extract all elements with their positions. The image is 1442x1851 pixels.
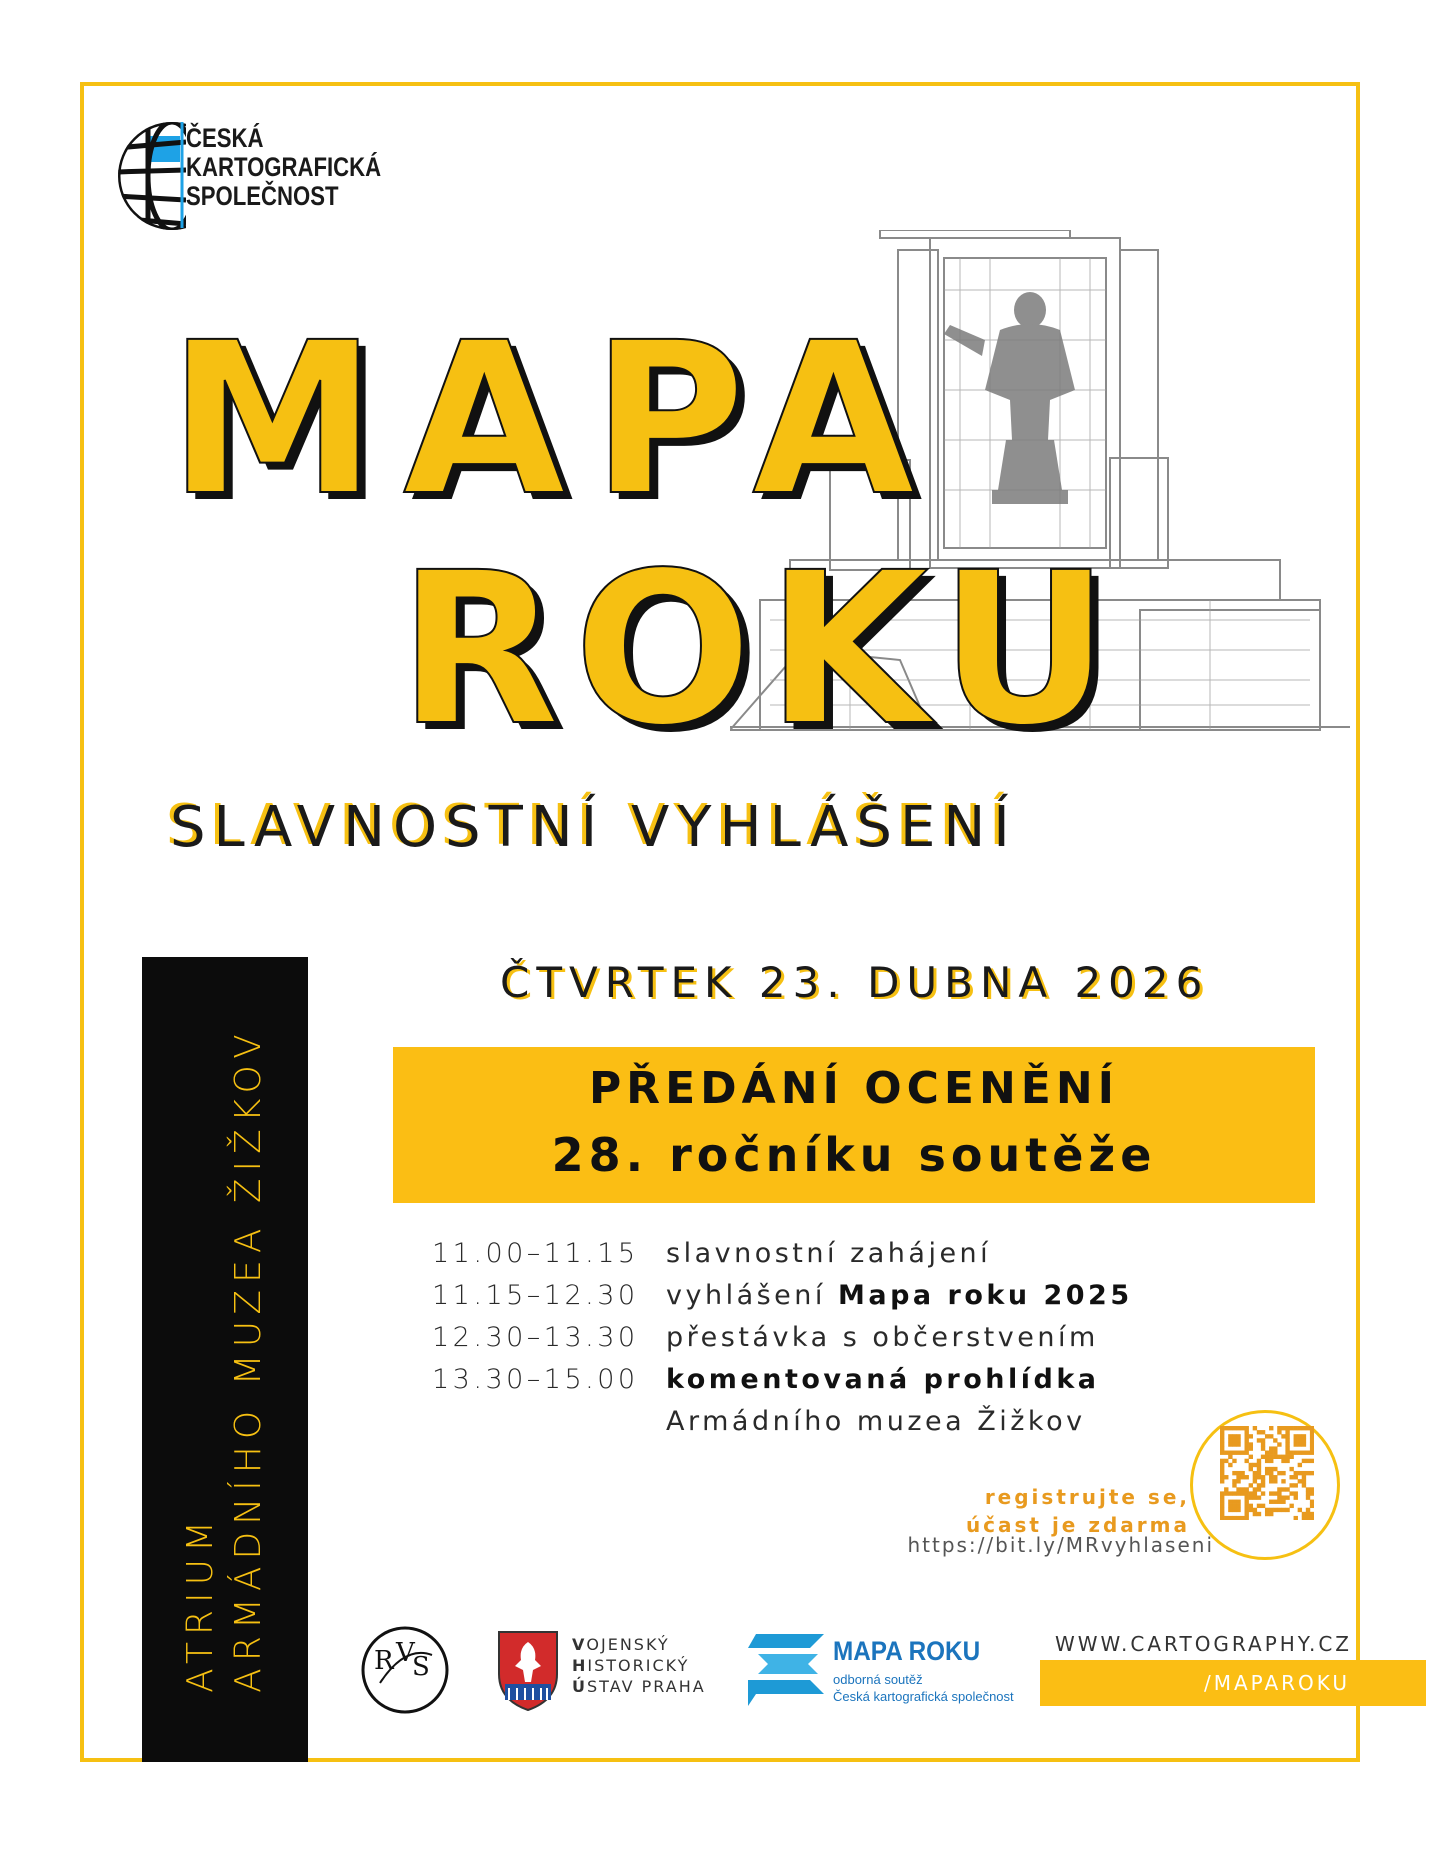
schedule-text: Armádního muzea Žižkov bbox=[666, 1405, 1086, 1437]
schedule-text: přestávka s občerstvením bbox=[666, 1321, 1099, 1353]
schedule-desc bbox=[666, 1322, 1099, 1353]
schedule bbox=[432, 1232, 1133, 1442]
mapa-roku-icon bbox=[748, 1630, 826, 1710]
vhu-initial: V bbox=[572, 1635, 587, 1654]
banner-line1: PŘEDÁNÍ OCENĚNÍ bbox=[588, 1063, 1120, 1114]
registration-link[interactable]: https://bit.ly/MRvyhlaseni bbox=[907, 1533, 1214, 1557]
vhu-line1 bbox=[572, 1634, 706, 1655]
vhu-line2 bbox=[572, 1655, 706, 1676]
svg-text:S: S bbox=[412, 1652, 430, 1682]
mapa-roku-logo bbox=[833, 1636, 1014, 1705]
schedule-row bbox=[432, 1232, 1133, 1274]
vhu-name bbox=[572, 1634, 706, 1697]
schedule-text: slavnostní zahájení bbox=[666, 1237, 992, 1269]
society-name-line1: ČESKÁ bbox=[186, 123, 264, 153]
vhu-initial: Ú bbox=[572, 1677, 587, 1696]
svg-text:V: V bbox=[396, 1638, 415, 1668]
schedule-desc bbox=[666, 1364, 1100, 1395]
mapa-roku-title: MAPA ROKU bbox=[833, 1636, 981, 1666]
schedule-time: 13.30–15.00 bbox=[432, 1363, 639, 1395]
mapa-roku-sub bbox=[833, 1671, 1014, 1705]
vhu-line2-text: ISTORICKÝ bbox=[587, 1656, 690, 1675]
qr-code-icon[interactable] bbox=[1220, 1426, 1314, 1520]
title-line2: ROKU bbox=[398, 527, 1124, 772]
svg-text:R: R bbox=[374, 1646, 394, 1676]
venue-sidebar bbox=[142, 957, 308, 1762]
schedule-row bbox=[432, 1316, 1133, 1358]
schedule-time: 12.30–13.30 bbox=[432, 1321, 639, 1353]
venue-line2: ARMÁDNÍHO MUZEA ŽIŽKOV bbox=[228, 1026, 269, 1693]
mapa-roku-sub1: odborná soutěž bbox=[833, 1672, 923, 1687]
schedule-desc bbox=[666, 1280, 1133, 1311]
schedule-time: 11.15–12.30 bbox=[432, 1279, 639, 1311]
title-line1: MAPA bbox=[168, 297, 941, 542]
venue-text bbox=[177, 1027, 273, 1693]
schedule-row bbox=[432, 1400, 1133, 1442]
subtitle: SLAVNOSTNÍ VYHLÁŠENÍ bbox=[170, 795, 1018, 860]
schedule-bold: Mapa roku 2025 bbox=[838, 1279, 1133, 1311]
mapa-roku-sub2: Česká kartografická společnost bbox=[833, 1689, 1014, 1704]
globe-icon bbox=[116, 120, 186, 230]
schedule-desc bbox=[666, 1406, 1086, 1437]
registration-line1: registrujte se, bbox=[984, 1485, 1190, 1509]
society-name bbox=[186, 124, 381, 211]
vhu-line3 bbox=[572, 1676, 706, 1697]
schedule-desc bbox=[666, 1238, 991, 1269]
vhu-line3-text: STAV PRAHA bbox=[587, 1677, 706, 1696]
schedule-time: 11.00–11.15 bbox=[432, 1237, 639, 1269]
registration-line2: účast je zdarma bbox=[965, 1513, 1190, 1537]
venue-line1: ATRIUM bbox=[180, 1513, 221, 1693]
vhu-initial: H bbox=[572, 1656, 588, 1675]
schedule-text: vyhlášení bbox=[666, 1279, 838, 1311]
schedule-row bbox=[432, 1358, 1133, 1400]
rvs-logo bbox=[360, 1625, 450, 1715]
society-name-line3: SPOLEČNOST bbox=[186, 181, 339, 211]
website-link[interactable]: WWW.CARTOGRAPHY.CZ bbox=[1055, 1632, 1352, 1656]
banner-line2: 28. ročníku soutěže bbox=[551, 1128, 1157, 1182]
vhu-crest-icon bbox=[497, 1630, 559, 1712]
schedule-row bbox=[432, 1274, 1133, 1316]
society-name-line2: KARTOGRAFICKÁ bbox=[186, 152, 382, 182]
website-path-box[interactable] bbox=[1040, 1660, 1426, 1706]
event-date: ČTVRTEK 23. DUBNA 2026 bbox=[500, 958, 1210, 1007]
vhu-line1-text: OJENSKÝ bbox=[586, 1635, 670, 1654]
website-path[interactable]: /MAPAROKU bbox=[1204, 1671, 1350, 1695]
award-banner bbox=[393, 1047, 1315, 1203]
registration-note bbox=[900, 1483, 1190, 1539]
schedule-bold: komentovaná prohlídka bbox=[666, 1363, 1100, 1395]
